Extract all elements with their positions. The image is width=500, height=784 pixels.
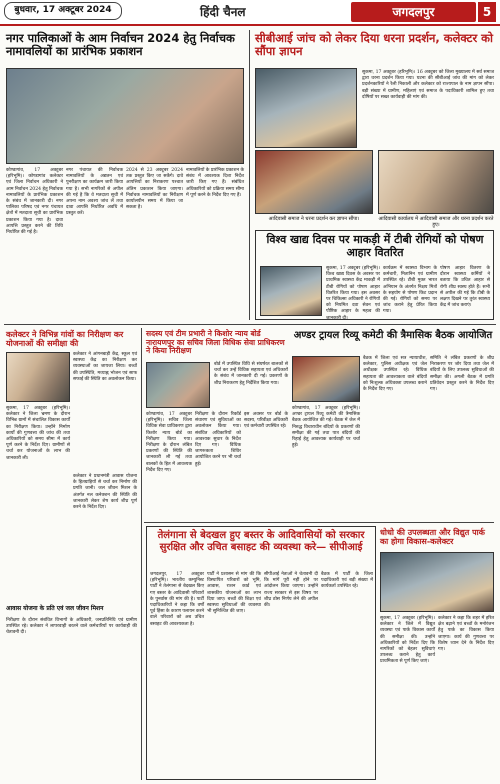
article-8-col-2: कलेक्टर ने कहा कि शहर में हरित क्षेत्र बढ़ाने एवं बच्चों के मनोरंजन हेतु पार्क का विकास किया जाएगा। कार्य की गुणवत्ता पर विशेष ध्यान देने के निर्देश दिए गए। [438, 616, 494, 653]
article-6-col-1: कोण्डागांव, 17 अक्टूबर (हरिभूमि)। अण्डर ट्रायल रिव्यू कमेटी की त्रैमासिक बैठक आयोजित की गई। बैठक में जेल में निरुद्ध विचाराधीन बंदियों के प्रकरणों की समीक्षा की गई तथा पात्र बंदियों की रिहाई हेतु आवश्यक कार्यवाही पर चर्चा हुई। [292, 406, 360, 449]
issue-date: बुधवार, 17 अक्टूबर 2024 [4, 2, 122, 20]
section-divider [144, 522, 494, 523]
article-1-col-3: 2024 से 23 अक्टूबर 2024 तक प्रस्तुत किए जा सकेंगे। दावे आपत्तियों का निराकरण पश्चात अंतिम प्रकाशन किया जाएगा। निर्वाचक नामावलियों का निरीक्षण कार्यालयीन समय में किया जा सकता है। [126, 168, 183, 211]
article-4-col-3: कलेक्टर ने प्रधानमंत्री आवास योजना के हितग्राहियों से चर्चा कर निर्माण की प्रगति जानी। जल जीवन मिशन के अंतर्गत नल कनेक्शन की स्थिति की जानकारी लेकर शेष कार्य शीघ्र पूर्ण करने के निर्देश दिए। [73, 474, 137, 511]
article-8-photo [380, 552, 494, 612]
article-2-photo-2 [255, 150, 373, 214]
article-4-headline: कलेक्टर ने विभिन्न गांवों का निरीक्षण कर योजनाओं की समीक्षा की [6, 330, 124, 349]
article-2-photo-3 [378, 150, 494, 214]
article-4-photo [6, 352, 70, 402]
article-3-photo [260, 266, 322, 316]
page-header [0, 0, 500, 26]
article-1-col-4: नामावलियों के प्रारंभिक प्रकाशन के संबंध में आवश्यक दिशा निर्देश जारी किए गए हैं। संबंधित अधिकारियों को प्रक्रिया समय सीमा में पूर्ण करने के निर्देश दिए गए हैं। [186, 168, 244, 198]
article-6-photo [292, 356, 360, 402]
column-rule [141, 328, 142, 780]
article-2-headline: सीबीआई जांच को लेकर दिया धरना प्रदर्शन, कलेक्टर को सौंपा ज्ञापन [255, 31, 493, 59]
article-5-col-1: कोण्डागांव, 17 अक्टूबर (हरिभूमि)। सचिव जिला विधिक सेवा प्राधिकरण द्वारा किशोर न्याय बोर्ड का निरीक्षण किया गया। निरीक्षण के दौरान लंबित प्रकरणों की स्थिति की जानकारी ली गई तथा बालकों के हित में आवश्यक निर्देश दिए गए। [146, 412, 192, 473]
article-3-col-1: सुकमा, 17 अक्टूबर (हरिभूमि)। विश्व खाद्य दिवस के अवसर पर प्राथमिक स्वास्थ्य केंद्र माकड़ी में टीबी रोगियों को पोषण आहार वितरित किया गया। इस अवसर पर चिकित्सा अधिकारी ने रोगियों को नियमित दवा सेवन एवं पौष्टिक आहार के महत्व की जानकारी दी। [326, 266, 380, 321]
article-7-col-3: सीपीआई नेताओं ने चेतावनी दी कि मांगें पूरी नहीं होने पर आंदोलन किया जाएगा। उन्होंने राज्य सरकार से इस विषय पर शीघ्र ठोस निर्णय लेने की अपील की। [264, 572, 318, 609]
article-4-col-1: सुकमा, 17 अक्टूबर (हरिभूमि)। कलेक्टर ने जिला भ्रमण के दौरान विभिन्न ग्रामों में संचालित विकास कार्यों का निरीक्षण किया। उन्होंने निर्माण कार्यों की गुणवत्ता की जांच की तथा अधिकारियों को समय सीमा में कार्य पूर्ण करने के निर्देश दिए। ग्रामीणों से चर्चा कर योजनाओं के लाभ की जानकारी ली। [6, 406, 70, 461]
article-7-headline: तेलंगाना से बेदखल हुए बस्तर के आदिवासियों को सरकार सुरक्षित और उचित बसाहट की व्यवस्था करे— सीपीआई [157, 530, 365, 553]
city-title: जगदलपुर [351, 2, 476, 22]
article-5-photo [146, 362, 210, 408]
page-number: 5 [478, 2, 496, 22]
article-5-col-4: इस अवसर पर बोर्ड के सदस्य, परिवीक्षा अधिकारी एवं कर्मचारी उपस्थित रहे। [244, 412, 288, 430]
article-4-subheadline: आवास योजना के प्रति एवं जल जीवन मिशन [6, 605, 104, 612]
section-title: हिंदी चैनल [200, 5, 246, 19]
column-rule [249, 30, 250, 320]
article-1-photo [6, 68, 244, 164]
article-7-col-4: बैठक में पार्टी के जिला पदाधिकारी एवं बड़ी संख्या में कार्यकर्ता उपस्थित रहे। [321, 572, 373, 590]
article-2-caption-1: आदिवासी समाज ने धरना प्रदर्शन कर ज्ञापन सौंपा। [268, 216, 360, 222]
article-5-col-3: निरीक्षण के दौरान रिकॉर्ड संधारण एवं सुविधाओं का अवलोकन किया गया। संबंधित अधिकारियों को आवश्यक सुधार के निर्देश दिए गए। विधिक जागरूकता शिविर आयोजित करने पर भी चर्चा हुई। [195, 412, 241, 467]
article-4-col-2: कलेक्टर ने आंगनबाड़ी केंद्र, स्कूल एवं स्वास्थ्य केंद्र का निरीक्षण कर व्यवस्थाओं का जायजा लिया। बच्चों की उपस्थिति, मध्याह्न भोजन एवं साफ सफाई की स्थिति का अवलोकन किया। [73, 352, 137, 382]
article-2-photo-1 [255, 68, 357, 148]
article-8-headline: धोधो की उपलब्धता और विद्युत पार्क का होगा विकास-कलेक्टर [380, 528, 485, 547]
article-8-col-1: सुकमा, 17 अक्टूबर (हरिभूमि)। कलेक्टर ने जिले में विद्युत व्यवस्था एवं पार्क विकास कार्यों की समीक्षा की। उन्होंने अधिकारियों को निर्देश दिए कि नागरिकों को बेहतर सुविधाएं उपलब्ध कराने हेतु कार्य प्राथमिकता से पूर्ण किए जाएं। [380, 616, 435, 665]
article-2-body: सुकमा, 17 अक्टूबर (हरिभूमि)। 16 अक्टूबर को जिला मुख्यालय में सर्व समाज द्वारा धरना प्रदर्शन किया गया। घटना की सीबीआई जांच की मांग को लेकर प्रदर्शनकारियों ने रैली निकाली और कलेक्टर को राज्यपाल के नाम ज्ञापन सौंपा। बड़ी संख्या में ग्रामीण, महिलाएं एवं समाज के पदाधिकारी शामिल हुए तथा दोषियों पर सख्त कार्यवाही की मांग की। [362, 70, 494, 100]
article-4-col-4: निरीक्षण के दौरान संबंधित विभागों के अधिकारी, जनप्रतिनिधि एवं ग्रामीण उपस्थित रहे। कलेक्टर ने लापरवाही बरतने वाले कर्मचारियों पर कार्यवाही की चेतावनी दी। [6, 618, 137, 636]
article-6-headline: अण्डर ट्रायल रिव्यू कमेटी की त्रैमासिक बैठक आयोजित [293, 330, 493, 341]
article-1-col-1: कोण्डागांव, 17 अक्टूबर (हरिभूमि)। कोण्डागांव कलेक्टर एवं जिला निर्वाचन अधिकारी ने आम निर्वाचन 2024 हेतु निर्वाचक नामावलियों के प्रारंभिक प्रकाशन के संबंध में जानकारी दी। नगर पालिका परिषद एवं नगर पंचायत क्षेत्रों में मतदाता सूची का प्रारंभिक प्रकाशन किया गया है। दावा आपत्ति प्रस्तुत करने की तिथि निर्धारित की गई है। [6, 168, 63, 236]
article-6-col-3: समिति ने लंबित प्रकरणों के शीघ्र निराकरण पर जोर दिया तथा जेल में बंदियों के लिए उपलब्ध सुविधाओं की समीक्षा की। अगली बैठक में प्रगति प्रतिवेदन प्रस्तुत करने के निर्देश दिए गए। [430, 356, 494, 393]
article-1-col-2: नगर पंचायत की निर्वाचक नामावलियों के अद्यतन एवं पुनरीक्षण का कार्यक्रम जारी किया गया है। सभी नागरिकों से अपील की गई है कि वे मतदाता सूची में अपना नाम अवश्य जांच लें तथा दावा आपत्ति निर्धारित अवधि में प्रस्तुत करें। [66, 168, 123, 217]
article-7-col-1: जगदलपुर, 17 अक्टूबर (हरिभूमि)। भारतीय कम्युनिस्ट पार्टी ने तेलंगाना से बेदखल किए गए बस्तर के आदिवासी परिवारों के पुनर्वास की मांग की है। पार्टी पदाधिकारियों ने कहा कि वर्षों पूर्व हिंसा के कारण पलायन करने वाले परिवारों को अब उचित बसाहट की आवश्यकता है। [150, 572, 204, 627]
article-3-col-2: कार्यक्रम में स्वास्थ्य विभाग के कर्मचारी, मितानिन एवं ग्रामीण उपस्थित रहे। टीबी मुक्त भारत अभियान के अंतर्गत निक्षय मित्रों के सहयोग से पोषण किट प्रदान की गई। रोगियों को समय पर जांच कराने हेतु प्रेरित किया गया। [383, 266, 437, 315]
article-5-col-2: बोर्ड में उपस्थित विधि से संघर्षरत बालकों से चर्चा कर उन्हें विधिक सहायता एवं अधिकारों के संबंध में जानकारी दी गई। प्रकरणों के शीघ्र निराकरण हेतु निर्देशित किया गया। [214, 362, 288, 386]
article-2-caption-2: आदिवासी कार्यालय में आदिवासी समाज और धरना प्रदर्शन करते हुए। [378, 216, 494, 228]
article-7-col-2: पार्टी ने प्रशासन से मांग की कि विस्थापित परिवारों को भूमि, आवास, राशन कार्ड एवं शासकीय योजनाओं का लाभ दिया जाए। बच्चों की शिक्षा एवं स्वास्थ्य सुविधाओं की व्यवस्था भी सुनिश्चित की जाए। [207, 572, 261, 615]
article-3-headline: विश्व खाद्य दिवस पर माकड़ी में टीबी रोगियों को पोषण आहार वितरित [266, 233, 484, 259]
article-1-headline: नगर पालिकाओं के आम निर्वाचन 2024 हेतु निर्वाचक नामावलियों का प्रारंभिक प्रकाशन [6, 31, 235, 59]
article-5-headline: सदस्य एवं टीम प्रभारी ने किशोर न्याय बोर्ड नारायणपुर का सचिव जिला विधिक सेवा प्राधिकरण ने किया निरीक्षण [146, 329, 285, 356]
article-6-col-2: बैठक में जिला एवं सत्र न्यायाधीश, कलेक्टर, पुलिस अधीक्षक एवं जेल अधीक्षक उपस्थित रहे। विधिक सहायता की आवश्यकता वाले बंदियों को निःशुल्क अधिवक्ता उपलब्ध कराने के निर्देश दिए गए। [363, 356, 427, 393]
section-divider [4, 324, 496, 325]
article-3-col-3: पोषण आहार वितरण के दौरान स्वास्थ्य कर्मियों ने बताया कि उचित आहार से रोगी शीघ्र स्वस्थ होते हैं। सभी से अपील की गई कि टीबी के लक्षण दिखने पर तुरंत स्वास्थ्य केंद्र में जांच कराएं। [440, 266, 490, 309]
